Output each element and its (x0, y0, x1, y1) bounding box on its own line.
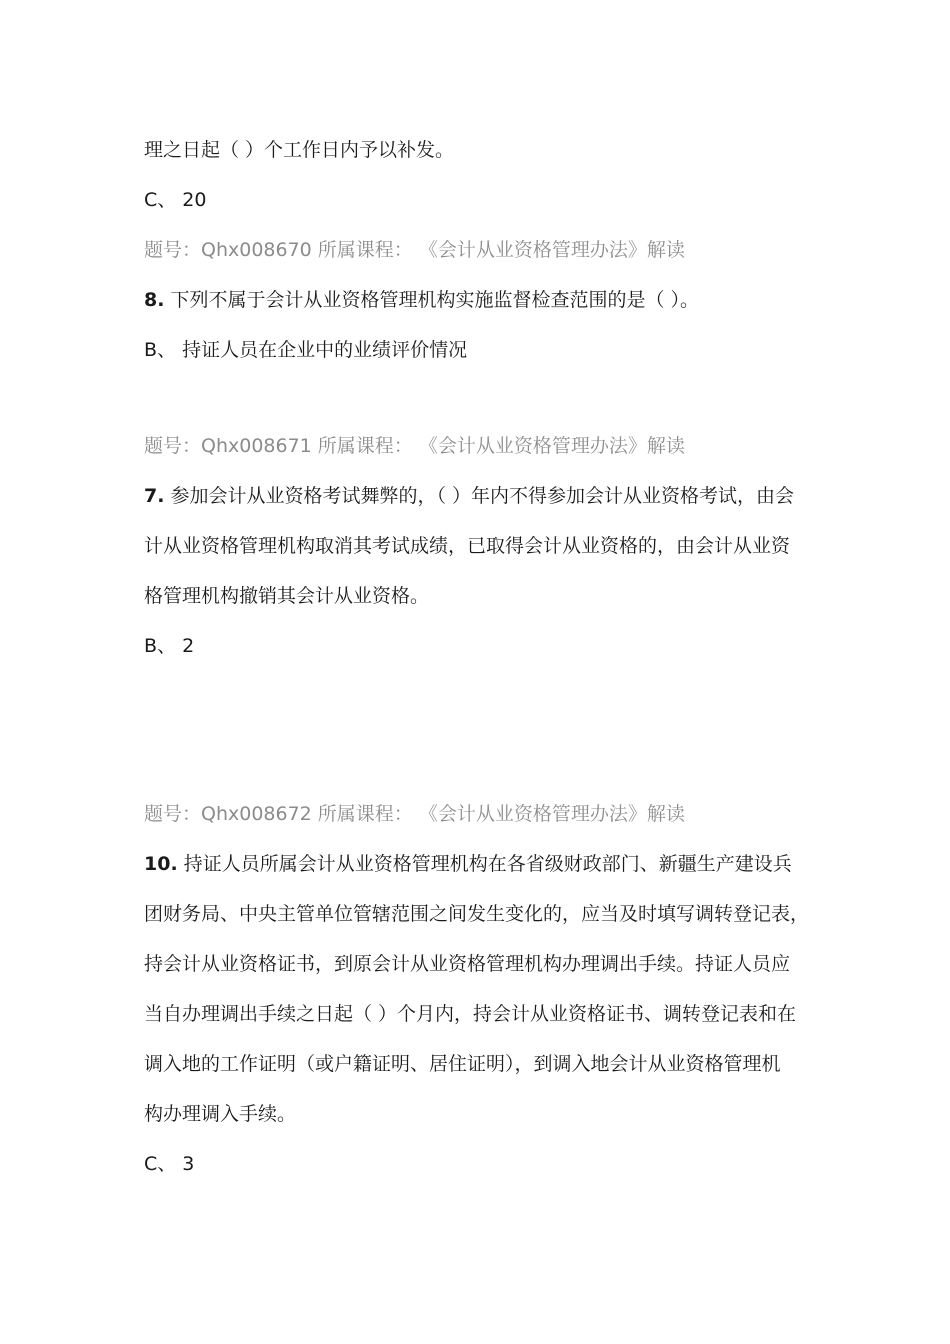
question-text-line: 团财务局、中央主管单位管辖范围之间发生变化的，应当及时填写调转登记表， (144, 903, 810, 925)
question-text-line (144, 288, 699, 312)
question-number: 8. (144, 289, 165, 311)
question-meta: 题号：Qhx008671 所属课程： 《会计从业资格管理办法》解读 (144, 435, 685, 457)
question-text: 持证人员所属会计从业资格管理机构在各省级财政部门、新疆生产建设兵 (183, 853, 792, 875)
question-meta: 题号：Qhx008672 所属课程： 《会计从业资格管理办法》解读 (144, 803, 685, 825)
question-text: 下列不属于会计从业资格管理机构实施监督检查范围的是（ ）。 (170, 289, 700, 311)
answer-text: B、 持证人员在企业中的业绩评价情况 (144, 339, 468, 361)
question-text: 参加会计从业资格考试舞弊的，（ ）年内不得参加会计从业资格考试，由会 (170, 485, 795, 507)
question-text-line (144, 852, 792, 876)
question-number: 7. (144, 485, 165, 507)
answer-text: B、 2 (144, 635, 195, 657)
question-text-line: 计从业资格管理机构取消其考试成绩，已取得会计从业资格的，由会计从业资 (144, 535, 791, 557)
question-text-line (144, 484, 794, 508)
question-text-line: 构办理调入手续。 (144, 1103, 297, 1125)
answer-text: C、 20 (144, 189, 207, 211)
question-meta: 题号：Qhx008670 所属课程： 《会计从业资格管理办法》解读 (144, 239, 685, 261)
question-text-line: 当自办理调出手续之日起（ ）个月内，持会计从业资格证书、调转登记表和在 (144, 1003, 797, 1025)
question-number: 10. (144, 853, 178, 875)
question-text-line: 理之日起（ ）个工作日内予以补发。 (144, 139, 455, 161)
question-text-line: 调入地的工作证明（或户籍证明、居住证明），到调入地会计从业资格管理机 (144, 1053, 781, 1075)
question-text-line: 格管理机构撤销其会计从业资格。 (144, 585, 430, 607)
answer-text: C、 3 (144, 1153, 195, 1175)
question-text-line: 持会计从业资格证书，到原会计从业资格管理机构办理调出手续。持证人员应 (144, 953, 791, 975)
